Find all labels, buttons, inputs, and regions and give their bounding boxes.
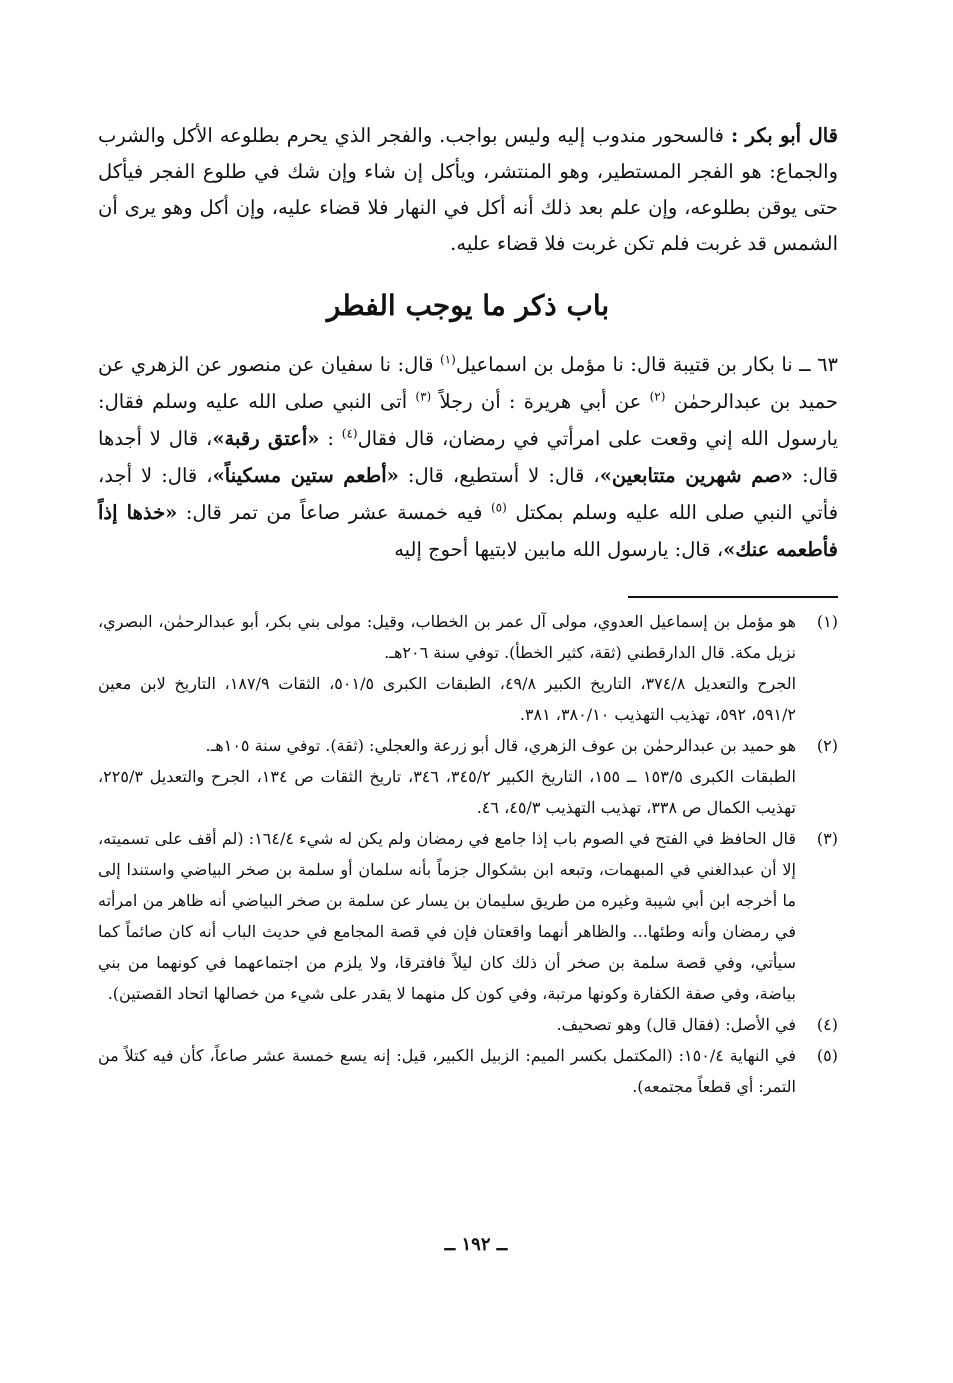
footnote-5 [98,1040,838,1102]
prophet-quote-2: «صم شهرين متتابعين» [599,464,793,487]
footnote-text: في النهاية ١٥٠/٤: (المكتمل بكسر الميم: الزبيل الكبير، قيل: إنه يسع خمسة عشر صاعاً، كأن فيه كتلاً من التمر: أي قطعاً مجتمعه). [98,1046,796,1096]
footnote-ref-3: (٣) [415,389,432,404]
footnote-2 [98,730,838,823]
footnote-number: (١) [816,612,838,631]
footnote-4 [98,1009,838,1040]
footnote-ref-2: (٢) [649,389,666,404]
footnote-body [98,823,796,1009]
footnote-body [98,1009,796,1040]
hadith-text-3: عن أبي هريرة : أن رجلاً [439,390,642,413]
footnote-text: هو حميد بن عبدالرحمٰن بن عوف الزهري، قال أبو زرعة والعجلي: (ثقة). توفي سنة ١٠٥هـ. [205,736,796,755]
hadith-text-4: أتى النبي صلى الله عليه وسلم فقال: يارسول الله إني وقعت على امرأتي في رمضان، قال فقال [98,390,838,450]
footnote-text: في الأصل: (فقال قال) وهو تصحيف. [556,1015,796,1034]
prophet-quote-1: «أعتق رقبة» [212,427,320,450]
footnote-sources: الطبقات الكبرى ١٥٣/٥ ــ ١٥٥، التاريخ الكبير ٣٤٥/٢، ٣٤٦، تاريخ الثقات ص ١٣٤، الجرح والتعديل ٢٢٥/٣، تهذيب الكمال ص ٣٣٨، تهذيب التهذيب ٤٥/٣، ٤٦. [98,767,796,817]
prophet-quote-3: «أطعم ستين مسكيناً» [212,464,399,487]
footnote-ref-5: (٥) [490,500,507,515]
intro-text: فالسحور مندوب إليه وليس بواجب. والفجر الذي يحرم بطلوعه الأكل والشرب والجماع: هو الفجر المستطير، وهو المنتشر، ويأكل إن شاء وإن شك في طلوع الفجر فيأكل حتى يوقن بطلوعه، وإن علم بعد ذلك أنه أكل في النهار فلا قضاء عليه، وإن أكل وهو يرى أن الشمس قد غربت فلم تكن غربت فلا قضاء عليه. [98,124,838,255]
footnotes [98,606,838,1102]
chapter-heading: باب ذكر ما يوجب الفطر [326,289,610,322]
footnote-1 [98,606,838,730]
footnote-body [98,1040,796,1102]
hadith-text-9: فيه خمسة عشر صاعاً من تمر قال: [185,501,483,524]
footnote-number: (٤) [816,1015,838,1034]
hadith-paragraph [98,346,838,568]
intro-paragraph [98,118,838,262]
intro-speaker: قال أبو بكر : [730,124,839,147]
footnote-number: (٢) [816,736,838,755]
hadith-text-1: نا بكار بن قتيبة قال: نا مؤمل بن اسماعيل [455,353,793,376]
hadith-text-8: ، قال: لا أجد، فأتي النبي صلى الله عليه وسلم بمكتل [98,464,839,524]
footnote-divider [628,596,838,598]
footnote-body [98,606,796,730]
hadith-text-10: ، قال: يارسول الله مابين لابتيها أحوج إليه [394,538,724,561]
hadith-text-5: : [327,427,334,450]
page-number: ــ ١٩٢ ــ [444,1234,508,1255]
footnote-number: (٣) [816,829,838,848]
footnote-ref-4: (٤) [341,426,358,441]
footnote-ref-1: (١) [439,352,456,367]
footnote-sources: الجرح والتعديل ٣٧٤/٨، التاريخ الكبير ٤٩/٨، الطبقات الكبرى ٥٠١/٥، الثقات ١٨٧/٩، التاريخ لابن معين ٥٩١/٢، ٥٩٢، تهذيب التهذيب ٣٨٠/١٠، ٣٨١. [98,674,797,724]
prophet-quote-4: «خذها إذاً فأطعمه عنك» [98,501,838,561]
hadith-text-2: قال: نا سفيان عن منصور عن الزهري عن حميد بن عبدالرحمٰن [98,353,839,413]
footnote-text: هو مؤمل بن إسماعيل العدوي، مولى آل عمر بن الخطاب، وقيل: مولى بني بكر، أبو عبدالرحمٰن، البصري، نزيل مكة. قال الدارقطني (ثقة، كثير الخطأ). توفي سنة ٢٠٦هـ. [98,612,796,662]
hadith-number: ٦٣ ــ [799,353,839,376]
footnote-text: قال الحافظ في الفتح في الصوم باب إذا جامع في رمضان ولم يكن له شيء ١٦٤/٤: (لم أقف على تسميته، إلا أن عبدالغني في المبهمات، وتبعه ابن بشكوال جزماً بأنه سلمان أو سلمة بن صخر البياضي واستندا إلى ما أخرجه ابن أبي شيبة وغيره من طريق سليمان بن يسار عن سلمة بن صخر البياضي أنه ظاهر من امرأته في رمضان وأنه وطئها... والظاهر أنهما واقعتان فإن في قصة المجامع في حديث الباب أنه كان صائماً كما سيأتي، وفي قصة سلمة بن صخر أن ذلك كان ليلاً فافترقا، ولا يلزم من اجتماعهما في كونهما من بني بياضة، وفي صفة الكفارة وكونها مرتبة، وفي كون كل منهما لا يقدر على شيء من خصالها اتحاد القصتين). [98,829,797,1003]
footnote-3 [98,823,838,1009]
hadith-text-7: ، قال: لا أستطيع، قال: [407,464,600,487]
footnote-body [98,730,796,823]
hadith-text-6: ، قال لا أجدها قال: [98,427,839,487]
footnote-number: (٥) [816,1046,838,1065]
